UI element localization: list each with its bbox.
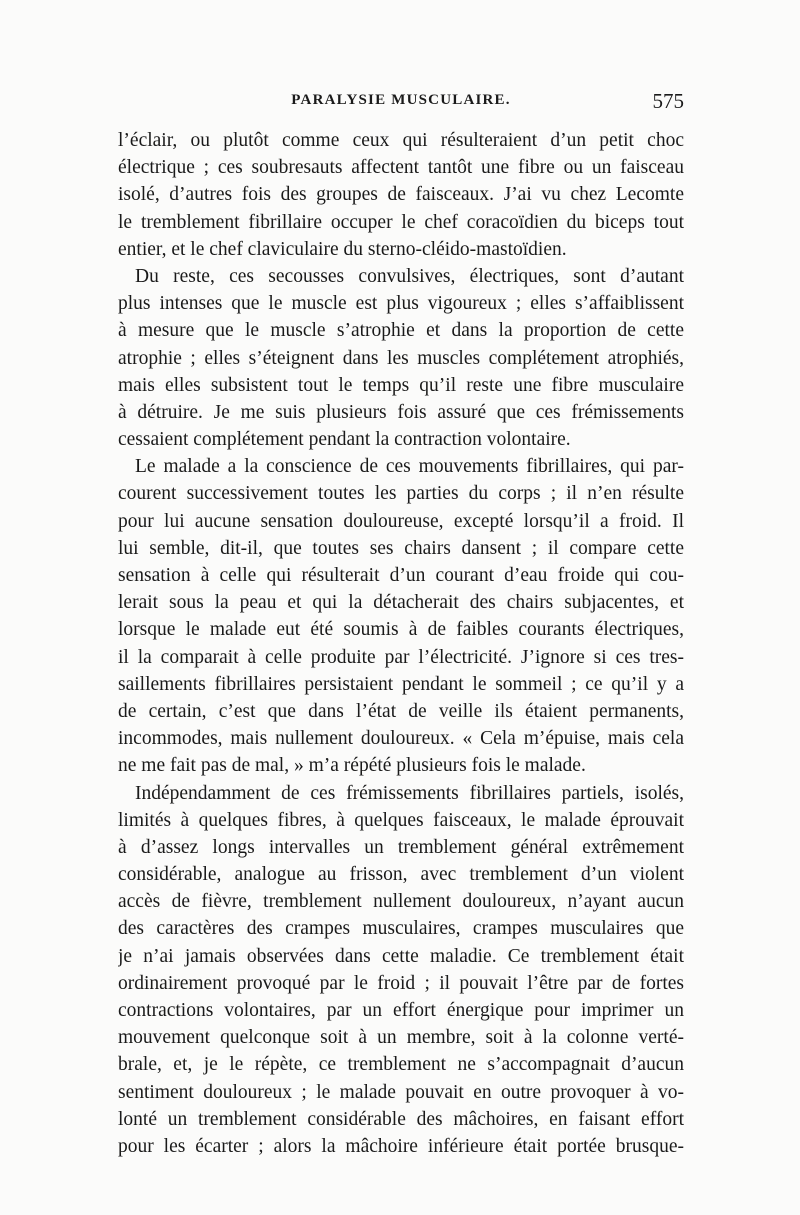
text-line: Le malade a la conscience de ces mouvements fibrillaires, qui par- <box>135 456 684 478</box>
running-head <box>118 89 684 116</box>
text-line: brale, et, je le répète, ce tremblement ne s’accompagnait d’aucun <box>118 1054 684 1076</box>
text-line: sensation à celle qui résulterait d’un courant d’eau froide qui cou- <box>118 565 684 586</box>
running-title: PARALYSIE MUSCULAIRE. <box>291 92 511 108</box>
text-line: des caractères des crampes musculaires, crampes musculaires que <box>118 918 684 940</box>
text-line: à d’assez longs intervalles un tremblement général extrêmement <box>118 836 684 858</box>
text-line: de certain, c’est que dans l’état de veille ils étaient permanents, <box>118 700 684 722</box>
text-line: électrique ; ces soubresauts affectent tantôt une fibre ou un faisceau <box>118 157 684 179</box>
text-line: pour les écarter ; alors la mâchoire inférieure était portée brusque- <box>118 1135 684 1157</box>
text-line: incommodes, mais nullement douloureux. « Cela m’épuise, mais cela <box>118 728 684 750</box>
text-line: isolé, d’autres fois des groupes de faisceaux. J’ai vu chez Lecomte <box>118 184 684 206</box>
text-line: mais elles subsistent tout le temps qu’il reste une fibre musculaire <box>118 374 684 396</box>
text-line: lorsque le malade eut été soumis à de faibles courants électriques, <box>118 619 684 641</box>
text-line: cessaient complétement pendant la contraction volontaire. <box>118 429 571 451</box>
text-line: limités à quelques fibres, à quelques faisceaux, le malade éprouvait <box>118 809 684 831</box>
text-line: lerait sous la peau et qui la détacherait des chairs subjacentes, et <box>118 592 684 614</box>
text-line: Indépendamment de ces frémissements fibrillaires partiels, isolés, <box>135 782 684 804</box>
text-line: sentiment douloureux ; le malade pouvait en outre provoquer à vo- <box>118 1081 684 1103</box>
text-line: pour lui aucune sensation douloureuse, excepté lorsqu’il a froid. Il <box>118 510 684 532</box>
text-line: à détruire. Je me suis plusieurs fois assuré que ces frémissements <box>118 401 684 423</box>
text-line: courent successivement toutes les parties du corps ; il n’en résulte <box>118 483 684 505</box>
text-line: ordinairement provoqué par le froid ; il pouvait l’être par de fortes <box>118 972 684 994</box>
text-line: saillements fibrillaires persistaient pendant le sommeil ; ce qu’il y a <box>118 673 684 695</box>
body-text <box>118 127 684 1160</box>
text-line: l’éclair, ou plutôt comme ceux qui résulteraient d’un petit choc <box>118 130 684 151</box>
text-line: le tremblement fibrillaire occuper le chef coracoïdien du biceps tout <box>118 211 684 233</box>
text-line: lui semble, dit-il, que toutes ses chairs dansent ; il compare cette <box>118 537 684 559</box>
text-line: mouvement quelconque soit à un membre, soit à la colonne verté- <box>118 1027 684 1049</box>
text-line: entier, et le chef claviculaire du sterno-cléido-mastoïdien. <box>118 238 567 260</box>
text-line: considérable, analogue au frisson, avec tremblement d’un violent <box>118 864 684 886</box>
text-line: plus intenses que le muscle est plus vigoureux ; elles s’affaiblissent <box>118 293 684 315</box>
text-line: Du reste, ces secousses convulsives, électriques, sont d’autant <box>135 265 684 287</box>
text-line: lonté un tremblement considérable des mâchoires, en faisant effort <box>118 1108 684 1130</box>
text-line: contractions volontaires, par un effort énergique pour imprimer un <box>118 1000 684 1021</box>
text-line: il la comparait à celle produite par l’électricité. J’ignore si ces tres- <box>118 646 684 668</box>
text-line: atrophie ; elles s’éteignent dans les muscles complétement atrophiés, <box>118 347 684 369</box>
text-line: je n’ai jamais observées dans cette maladie. Ce tremblement était <box>118 945 684 967</box>
text-line: à mesure que le muscle s’atrophie et dans la proportion de cette <box>118 320 684 342</box>
page-number: 575 <box>652 89 684 113</box>
text-line: ne me fait pas de mal, » m’a répété plusieurs fois le malade. <box>118 755 586 777</box>
text-line: accès de fièvre, tremblement nullement douloureux, n’ayant aucun <box>118 891 684 913</box>
